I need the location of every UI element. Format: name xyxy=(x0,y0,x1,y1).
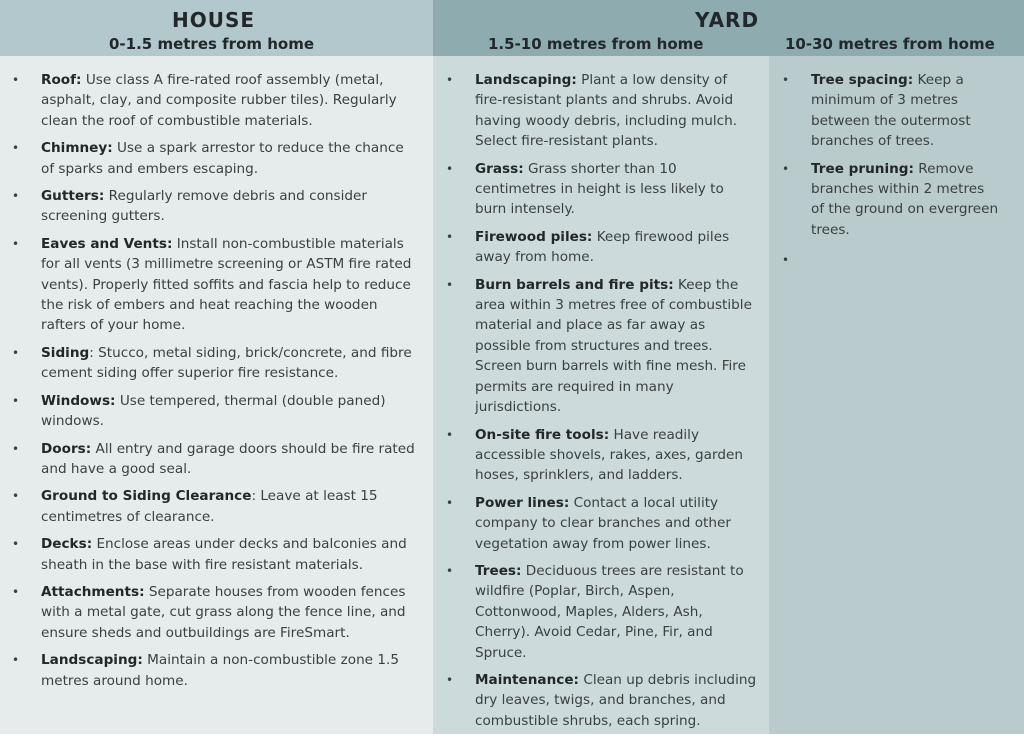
yard-mid-item-text: Clean up debris including dry leaves, twigs, and branches, and combustible shrubs, each spring. xyxy=(475,671,757,729)
yard-mid-item xyxy=(446,275,758,418)
yard-mid-item-text: Deciduous trees are resistant to wildfire (Poplar, Birch, Aspen, Cottonwood, Maples, Alders, Ash, Cherry). Avoid Cedar, Pine, Fir, and Spruce. xyxy=(475,562,744,661)
yard-far-item-text: Keep a minimum of 3 metres between the outermost branches of trees. xyxy=(811,72,971,150)
house-item-label: Siding xyxy=(41,344,90,361)
yard-mid-list xyxy=(446,70,758,738)
house-item-label: Doors: xyxy=(41,440,92,457)
yard-mid-item xyxy=(446,493,758,554)
house-item-text: Enclose areas under decks and balconies and sheath in the base with fire resistant materials. xyxy=(41,536,407,573)
house-item-text: Maintain a non-combustible zone 1.5 metres around home. xyxy=(41,652,399,689)
yard-mid-item-label: On-site fire tools: xyxy=(475,426,610,443)
house-item-text: Regularly remove debris and consider screening gutters. xyxy=(41,188,367,225)
empty-bullet: • xyxy=(782,253,790,267)
yard-mid-item-label: Maintenance: xyxy=(475,671,579,688)
house-item xyxy=(12,582,420,643)
yard-mid-item-label: Landscaping: xyxy=(475,72,577,88)
yard-mid-item-text: Keep the area within 3 metres free of combustible material and place as far away as possible from structures and trees. Screen burn barrels with fine mesh. Fire permits are required in many jurisdictions. xyxy=(475,276,752,416)
house-item-text: : Stucco, metal siding, brick/concrete, and fibre cement siding offer superior fire resistance. xyxy=(41,344,412,382)
house-item xyxy=(12,534,420,575)
house-item xyxy=(12,439,420,480)
yard-mid-item-label: Burn barrels and fire pits: xyxy=(475,276,674,293)
yard-mid-item-text: Grass shorter than 10 centimetres in height is less likely to burn intensely. xyxy=(475,160,724,218)
house-item-label: Windows: xyxy=(41,392,116,409)
house-item-label: Attachments: xyxy=(41,583,145,600)
house-item-text: Use a spark arrestor to reduce the chance of sparks and embers escaping. xyxy=(41,140,404,177)
yard-mid-subtitle: 1.5-10 metres from home xyxy=(488,35,704,53)
yard-far-list xyxy=(782,70,1000,247)
yard-mid-item-text: Have readily accessible shovels, rakes, axes, garden hoses, sprinklers, and ladders. xyxy=(475,426,743,484)
house-item xyxy=(12,650,420,691)
yard-mid-item xyxy=(446,425,758,486)
house-item xyxy=(12,391,420,432)
house-item-text: Separate houses from wooden fences with a metal gate, cut grass along the fence line, and ensure sheds and outbuildings are FireSmart. xyxy=(41,583,406,641)
yard-title: YARD xyxy=(695,8,760,32)
yard-mid-item-label: Power lines: xyxy=(475,494,570,511)
yard-mid-item-text: Contact a local utility company to clear branches and other vegetation away from power lines. xyxy=(475,494,731,552)
house-item xyxy=(12,138,420,179)
house-list xyxy=(12,70,420,698)
house-item-text: Use tempered, thermal (double paned) windows. xyxy=(41,392,386,430)
house-item-text: Install non-combustible materials for all vents (3 millimetre screening or ASTM fire rated vents). Properly fitted soffits and fascia help to reduce the risk of embers and heat reaching the wooden rafters of your home. xyxy=(41,235,412,334)
house-subtitle: 0-1.5 metres from home xyxy=(109,35,315,53)
yard-mid-item-text: Plant a low density of fire-resistant plants and shrubs. Avoid having woody debris, including mulch. Select fire-resistant plants. xyxy=(475,72,738,150)
yard-far-item xyxy=(782,70,1000,152)
house-item xyxy=(12,70,420,131)
yard-far-subtitle: 10-30 metres from home xyxy=(785,35,995,53)
house-item-label: Ground to Siding Clearance xyxy=(41,488,252,505)
house-item-label: Eaves and Vents: xyxy=(41,235,173,252)
house-item xyxy=(12,343,420,384)
yard-mid-item-label: Firewood piles: xyxy=(475,228,593,245)
yard-mid-item xyxy=(446,159,758,220)
yard-far-item-text: Remove branches within 2 metres of the ground on evergreen trees. xyxy=(811,160,999,238)
house-item xyxy=(12,186,420,227)
house-item xyxy=(12,234,420,336)
yard-far-item-label: Tree pruning: xyxy=(811,160,914,177)
house-item-label: Roof: xyxy=(41,72,82,88)
yard-far-item xyxy=(782,159,1000,241)
yard-mid-item-text: Keep firewood piles away from home. xyxy=(475,228,730,266)
house-item-label: Chimney: xyxy=(41,140,113,157)
yard-mid-item xyxy=(446,561,758,663)
house-item-label: Decks: xyxy=(41,536,93,553)
house-item-label: Gutters: xyxy=(41,188,105,205)
house-item-text: Use class A fire-rated roof assembly (metal, asphalt, clay, and composite rubber tiles). Regularly clean the roof of combustible materials. xyxy=(41,72,397,129)
yard-mid-item xyxy=(446,70,758,152)
yard-mid-item xyxy=(446,227,758,268)
yard-mid-item xyxy=(446,670,758,731)
house-item-label: Landscaping: xyxy=(41,652,143,669)
house-item-text: All entry and garage doors should be fire rated and have a good seal. xyxy=(41,440,415,477)
yard-mid-item-label: Grass: xyxy=(475,160,524,177)
house-title: HOUSE xyxy=(172,8,256,32)
yard-mid-item-label: Trees: xyxy=(475,562,522,579)
house-item-text: : Leave at least 15 centimetres of clearance. xyxy=(41,488,378,525)
yard-far-item-label: Tree spacing: xyxy=(811,72,914,88)
house-item xyxy=(12,486,420,527)
